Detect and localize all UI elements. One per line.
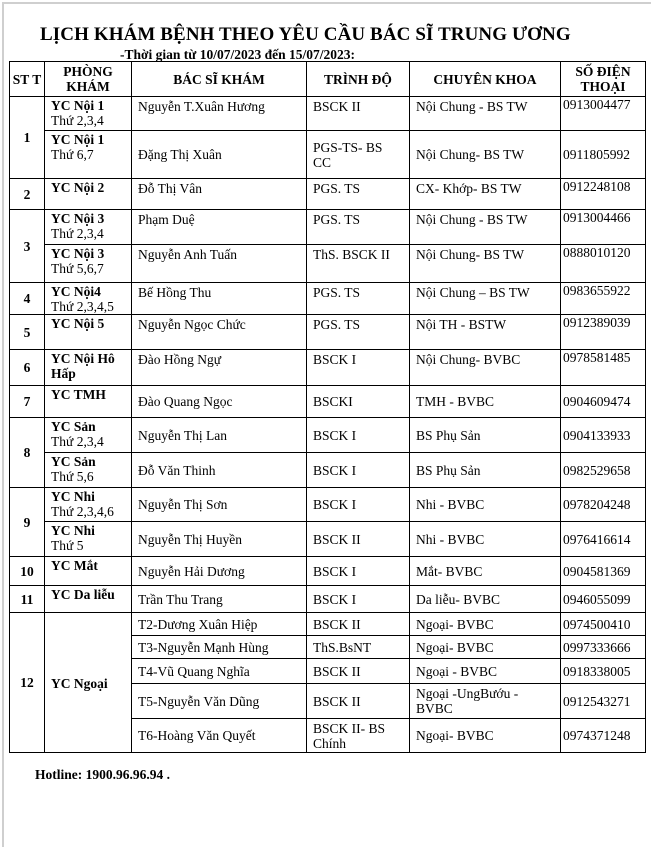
qualification: BSCK I [307,350,410,386]
room-cell [45,453,132,488]
room-cell [45,586,132,613]
room-name: YC Da liễu [51,587,115,602]
specialty: Nội Chung- BS TW [410,131,561,179]
stt-cell: 8 [10,418,45,488]
room-cell [45,315,132,350]
doctor-name: Nguyễn Thị Sơn [132,488,307,522]
doctor-name: T5-Nguyễn Văn Dũng [132,684,307,719]
room-cell [45,488,132,522]
stt-cell: 4 [10,283,45,315]
hotline: Hotline: 1900.96.96.94 . [35,767,170,782]
doctor-name: Đỗ Văn Thinh [132,453,307,488]
specialty: Ngoại - BVBC [410,659,561,684]
header-phone: SỐ ĐIỆN THOẠI [561,62,646,97]
qualification: PGS. TS [307,283,410,315]
doctor-name: T3-Nguyễn Mạnh Hùng [132,636,307,659]
qualification: BSCK I [307,488,410,522]
phone-number: 0912389039 [561,315,646,350]
doctor-name: T4-Vũ Quang Nghĩa [132,659,307,684]
room-cell [45,283,132,315]
phone-number: 0888010120 [561,245,646,283]
stt-cell: 7 [10,386,45,418]
phone-number: 0946055099 [561,586,646,613]
doctor-name: T6-Hoàng Văn Quyết [132,719,307,753]
specialty: Mắt- BVBC [410,557,561,586]
doctor-name: Nguyễn Ngọc Chức [132,315,307,350]
room-name: YC Nội 1 [51,98,105,113]
specialty: BS Phụ Sản [410,453,561,488]
specialty: Nội TH - BSTW [410,315,561,350]
table-body [10,97,646,753]
phone-number: 0912248108 [561,179,646,210]
stt-cell: 1 [10,97,45,179]
room-name: YC Nội 2 [51,180,105,195]
table-row [10,350,646,386]
room-name: YC Nội Hô Hấp [51,351,115,381]
table-row [10,179,646,210]
specialty: Nhi - BVBC [410,522,561,557]
specialty: TMH - BVBC [410,386,561,418]
room-cell [45,350,132,386]
specialty: Nội Chung- BVBC [410,350,561,386]
specialty: Nội Chung - BS TW [410,97,561,131]
table-row [10,245,646,283]
phone-number: 0913004466 [561,210,646,245]
specialty: BS Phụ Sản [410,418,561,453]
header-room: PHÒNG KHÁM [45,62,132,97]
table-row [10,613,646,636]
qualification: ThS.BsNT [307,636,410,659]
table-row [10,522,646,557]
header-level: TRÌNH ĐỘ [307,62,410,97]
table-row [10,488,646,522]
room-cell [45,522,132,557]
stt-cell: 5 [10,315,45,350]
room-days: Thứ 2,3,4,6 [51,504,114,519]
phone-number: 0904133933 [561,418,646,453]
doctor-name: Đỗ Thị Vân [132,179,307,210]
room-cell [45,557,132,586]
qualification: PGS. TS [307,210,410,245]
qualification: BSCK II [307,684,410,719]
phone-number: 0918338005 [561,659,646,684]
table-row [10,418,646,453]
qualification: PGS. TS [307,179,410,210]
room-days: Thứ 2,3,4 [51,226,104,241]
phone-number: 0978581485 [561,350,646,386]
room-name: YC Nội4 [51,284,101,299]
table-row [10,315,646,350]
doctor-name: Nguyễn Anh Tuấn [132,245,307,283]
table-row [10,131,646,179]
doctor-name: Đặng Thị Xuân [132,131,307,179]
room-name: YC Sản [51,419,96,434]
table-row [10,386,646,418]
doctor-name: Phạm Duệ [132,210,307,245]
room-cell [45,97,132,131]
header-stt: ST T [10,62,45,97]
room-cell [45,131,132,179]
room-name: YC TMH [51,387,106,402]
specialty: Nội Chung - BS TW [410,210,561,245]
qualification: BSCK I [307,557,410,586]
stt-cell: 11 [10,586,45,613]
stt-cell: 10 [10,557,45,586]
table-row [10,557,646,586]
room-cell [45,418,132,453]
room-name: YC Nội 3 [51,211,105,226]
specialty: Ngoại- BVBC [410,636,561,659]
specialty: Da liễu- BVBC [410,586,561,613]
room-days: Thứ 5,6,7 [51,261,104,276]
schedule-table [9,61,646,753]
phone-number: 0912543271 [561,684,646,719]
room-cell [45,210,132,245]
qualification: ThS. BSCK II [307,245,410,283]
room-days: Thứ 6,7 [51,147,94,162]
phone-number: 0911805992 [561,131,646,179]
specialty: Ngoại- BVBC [410,613,561,636]
room-cell [45,613,132,753]
phone-number: 0913004477 [561,97,646,131]
qualification: BSCK II- BS Chính [307,719,410,753]
qualification: BSCK I [307,453,410,488]
room-name: YC Nội 1 [51,132,105,147]
doctor-name: Trần Thu Trang [132,586,307,613]
room-days: Thứ 5 [51,538,84,553]
stt-cell: 9 [10,488,45,557]
doctor-name: Nguyễn Hải Dương [132,557,307,586]
room-cell [45,179,132,210]
room-days: Thứ 5,6 [51,469,94,484]
qualification: BSCK II [307,522,410,557]
room-name: YC Nội 3 [51,246,105,261]
qualification: BSCK II [307,613,410,636]
table-row [10,210,646,245]
table-row [10,97,646,131]
room-days: Thứ 2,3,4,5 [51,299,114,314]
specialty: Nội Chung – BS TW [410,283,561,315]
qualification: BSCKI [307,386,410,418]
room-name: YC Ngoại [51,675,108,691]
phone-number: 0974371248 [561,719,646,753]
qualification: BSCK II [307,659,410,684]
doctor-name: Bế Hồng Thu [132,283,307,315]
header-doctor: BÁC SĨ KHÁM [132,62,307,97]
phone-number: 0978204248 [561,488,646,522]
qualification: PGS-TS- BS CC [307,131,410,179]
room-cell [45,245,132,283]
phone-number: 0904609474 [561,386,646,418]
doctor-name: Nguyễn Thị Huyền [132,522,307,557]
stt-cell: 12 [10,613,45,753]
page-title: LỊCH KHÁM BỆNH THEO YÊU CẦU BÁC SĨ TRUNG ƯƠNG [40,24,571,45]
doctor-name: Đào Quang Ngọc [132,386,307,418]
room-cell [45,386,132,418]
specialty: CX- Khớp- BS TW [410,179,561,210]
stt-cell: 6 [10,350,45,386]
room-name: YC Nội 5 [51,316,105,331]
qualification: BSCK I [307,418,410,453]
specialty: Ngoại -UngBướu - BVBC [410,684,561,719]
phone-number: 0997333666 [561,636,646,659]
specialty: Nội Chung- BS TW [410,245,561,283]
phone-number: 0974500410 [561,613,646,636]
table-row [10,586,646,613]
room-days: Thứ 2,3,4 [51,434,104,449]
qualification: BSCK I [307,586,410,613]
doctor-name: T2-Dương Xuân Hiệp [132,613,307,636]
qualification: BSCK II [307,97,410,131]
date-range-subtitle: -Thời gian từ 10/07/2023 đến 15/07/2023: [120,47,355,62]
header-specialty: CHUYÊN KHOA [410,62,561,97]
room-name: YC Sản [51,454,96,469]
doctor-name: Nguyễn Thị Lan [132,418,307,453]
table-row [10,283,646,315]
table-header-row [10,62,646,97]
specialty: Nhi - BVBC [410,488,561,522]
room-name: YC Mắt [51,558,98,573]
doctor-name: Đào Hồng Ngự [132,350,307,386]
phone-number: 0904581369 [561,557,646,586]
stt-cell: 3 [10,210,45,283]
qualification: PGS. TS [307,315,410,350]
doctor-name: Nguyễn T.Xuân Hương [132,97,307,131]
table-row [10,453,646,488]
room-name: YC Nhi [51,523,95,538]
room-name: YC Nhi [51,489,95,504]
specialty: Ngoại- BVBC [410,719,561,753]
stt-cell: 2 [10,179,45,210]
room-days: Thứ 2,3,4 [51,113,104,128]
phone-number: 0976416614 [561,522,646,557]
phone-number: 0983655922 [561,283,646,315]
phone-number: 0982529658 [561,453,646,488]
